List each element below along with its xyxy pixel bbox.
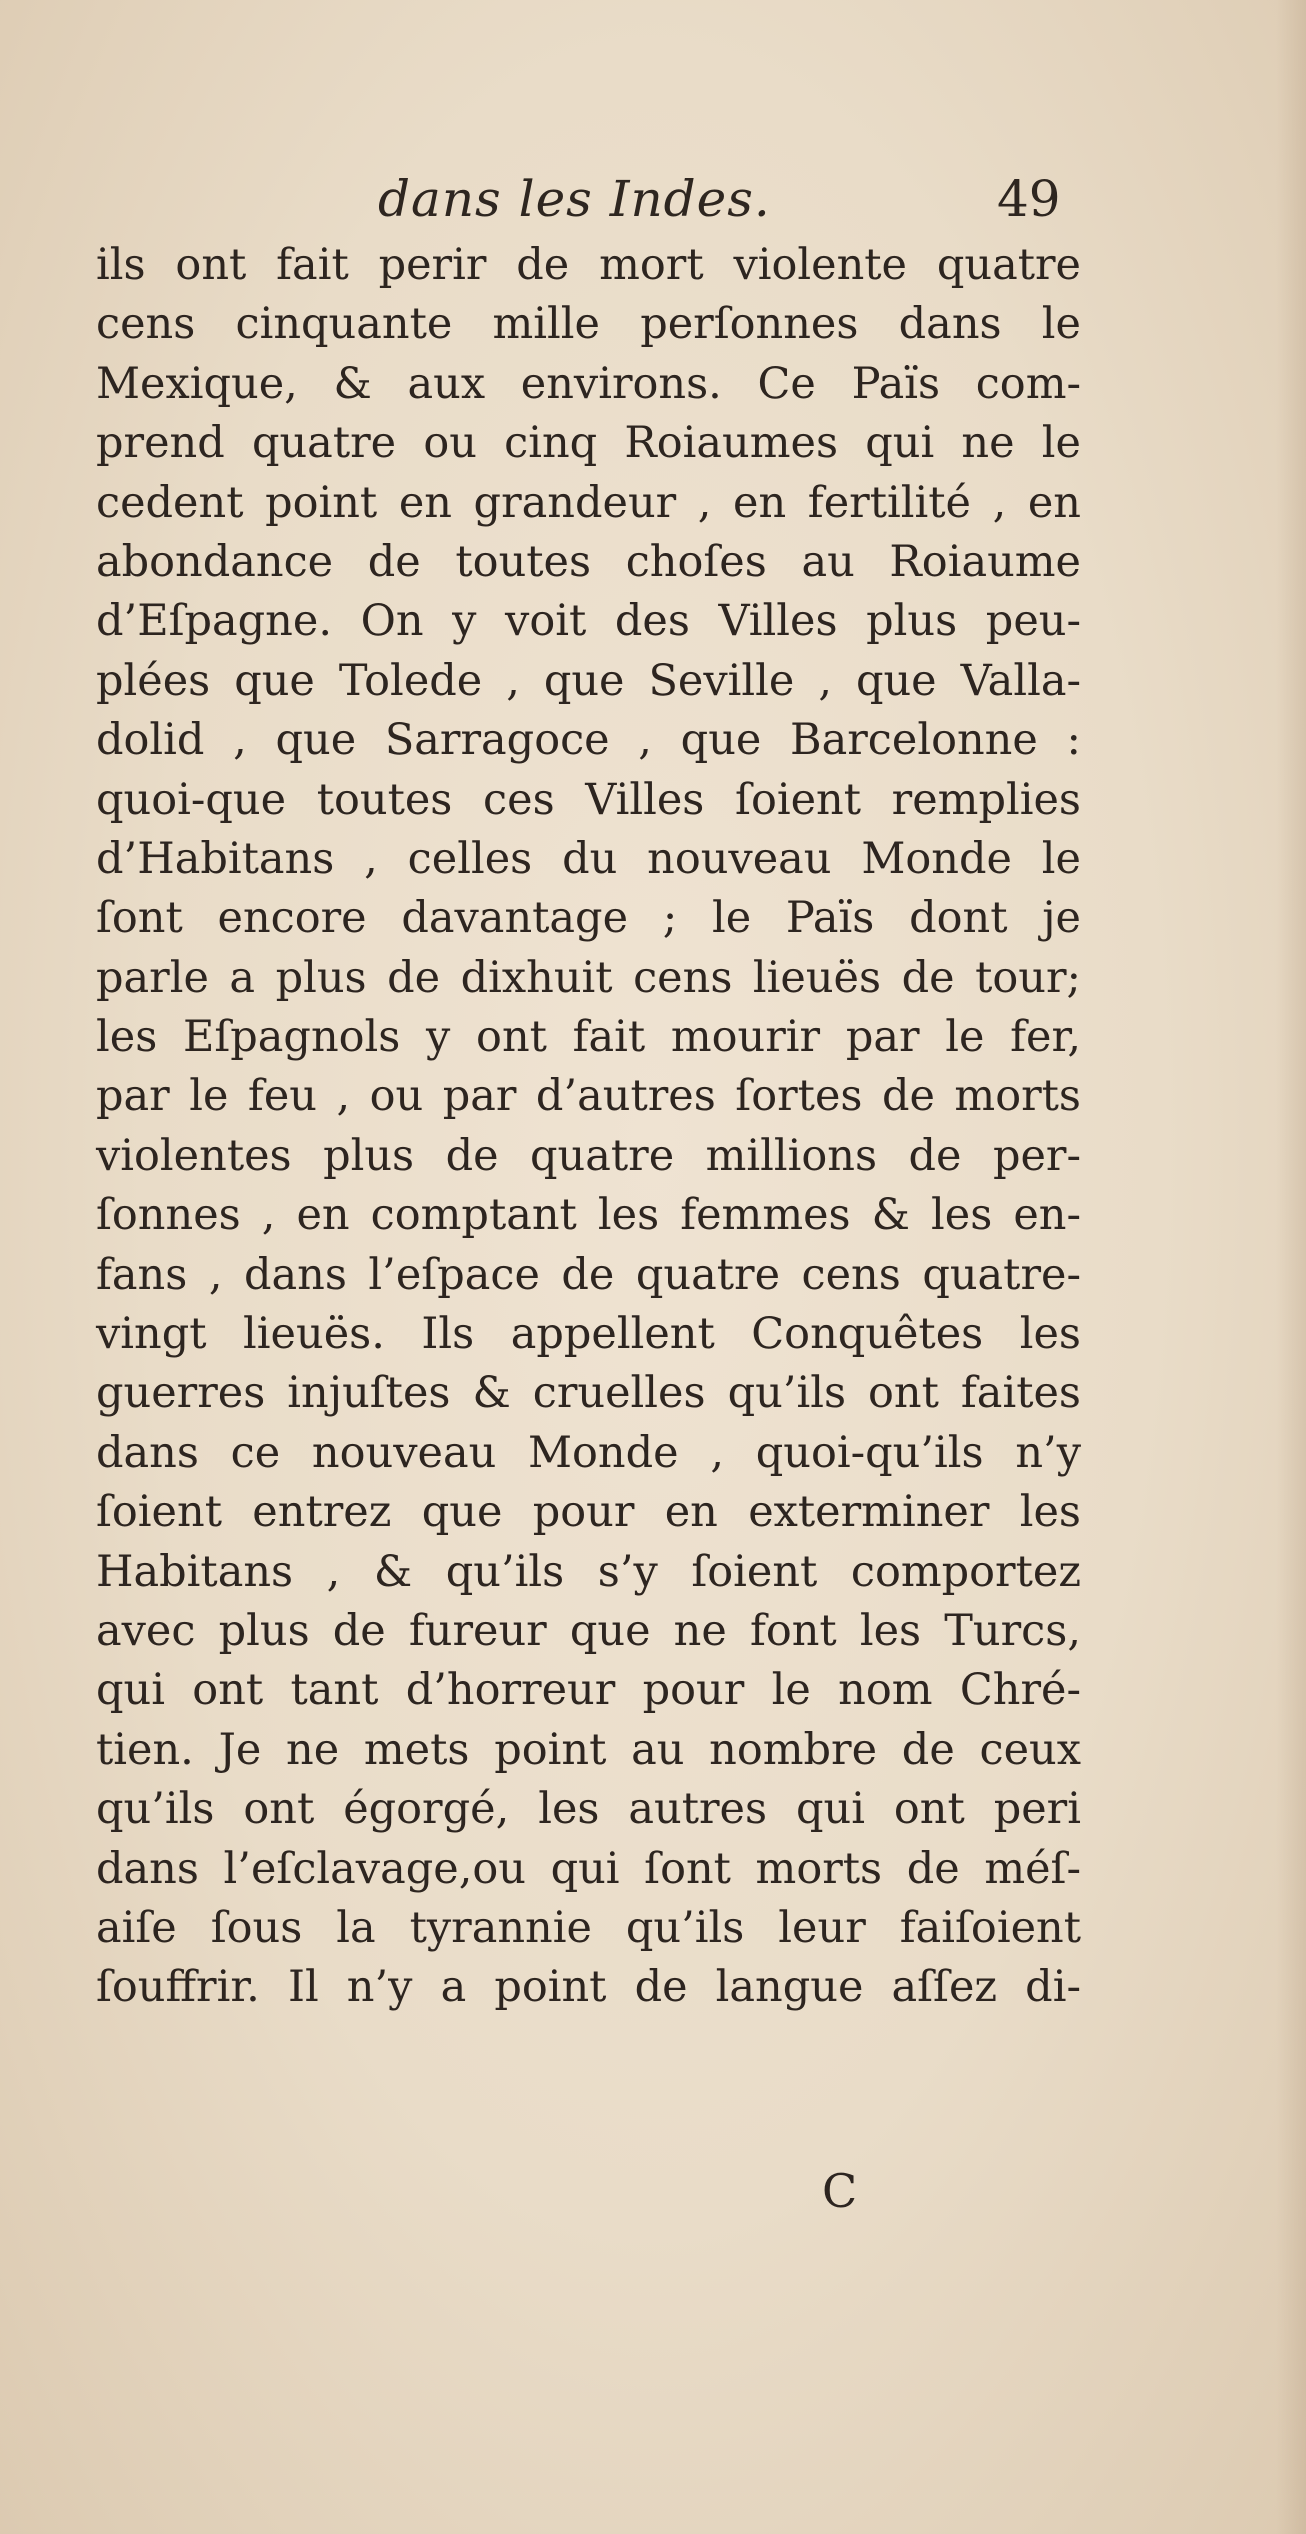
text-line: fans , dans l’eſpace de quatre cens quatre- — [96, 1249, 1081, 1300]
text-line: par le feu , ou par d’autres ſortes de morts — [96, 1071, 1081, 1122]
text-line: d’Eſpagne. On y voit des Villes plus peu- — [96, 596, 1081, 647]
text-line: cens cinquante mille perſonnes dans le — [96, 299, 1081, 350]
text-line: qui ont tant d’horreur pour le nom Chré- — [96, 1665, 1081, 1716]
page-number: 49 — [997, 170, 1061, 228]
text-line: plées que Tolede , que Seville , que Valla- — [96, 655, 1081, 706]
text-line: dolid , que Sarragoce , que Barcelonne : — [96, 715, 1081, 766]
text-line: prend quatre ou cinq Roiaumes qui ne le — [96, 418, 1081, 469]
text-line: parle a plus de dixhuit cens lieuës de tour; — [96, 952, 1081, 1003]
text-line: dans ce nouveau Monde , quoi-qu’ils n’y — [96, 1427, 1081, 1478]
text-line: ſont encore davantage ; le Païs dont je — [96, 893, 1081, 944]
signature-mark: C — [822, 2164, 858, 2218]
text-line: aiſe ſous la tyrannie qu’ils leur faiſoient — [96, 1902, 1081, 1953]
text-line: vingt lieuës. Ils appellent Conquêtes les — [96, 1309, 1081, 1360]
text-line: les Eſpagnols y ont fait mourir par le fer, — [96, 1012, 1081, 1063]
text-line: guerres injuſtes & cruelles qu’ils ont faites — [96, 1368, 1081, 1419]
text-line: avec plus de fureur que ne font les Turcs, — [96, 1605, 1081, 1656]
text-line: ſoient entrez que pour en exterminer les — [96, 1487, 1081, 1538]
text-line: violentes plus de quatre millions de per- — [96, 1130, 1081, 1181]
text-line: ſonnes , en comptant les femmes & les en- — [96, 1190, 1081, 1241]
text-line: qu’ils ont égorgé, les autres qui ont peri — [96, 1784, 1081, 1835]
text-line: cedent point en grandeur , en fertilité , en — [96, 477, 1081, 528]
text-line: tien. Je ne mets point au nombre de ceux — [96, 1724, 1081, 1775]
text-line: dans l’eſclavage,ou qui ſont morts de méſ- — [96, 1843, 1081, 1894]
running-head: dans les Indes. — [378, 170, 771, 228]
text-line: d’Habitans , celles du nouveau Monde le — [96, 833, 1081, 884]
text-line: ſouffrir. Il n’y a point de langue aſſez di- — [96, 1962, 1081, 2013]
body-text — [96, 236, 1081, 2018]
page-header — [0, 170, 1306, 240]
page-edge-shadow — [1276, 0, 1306, 2534]
text-line: ils ont fait perir de mort violente quatre — [96, 240, 1081, 290]
text-line: Habitans , & qu’ils s’y ſoient comportez — [96, 1546, 1081, 1597]
text-line: quoi-que toutes ces Villes ſoient remplies — [96, 774, 1081, 825]
text-line: Mexique, & aux environs. Ce Païs com- — [96, 358, 1081, 409]
text-line: abondance de toutes choſes au Roiaume — [96, 536, 1081, 587]
